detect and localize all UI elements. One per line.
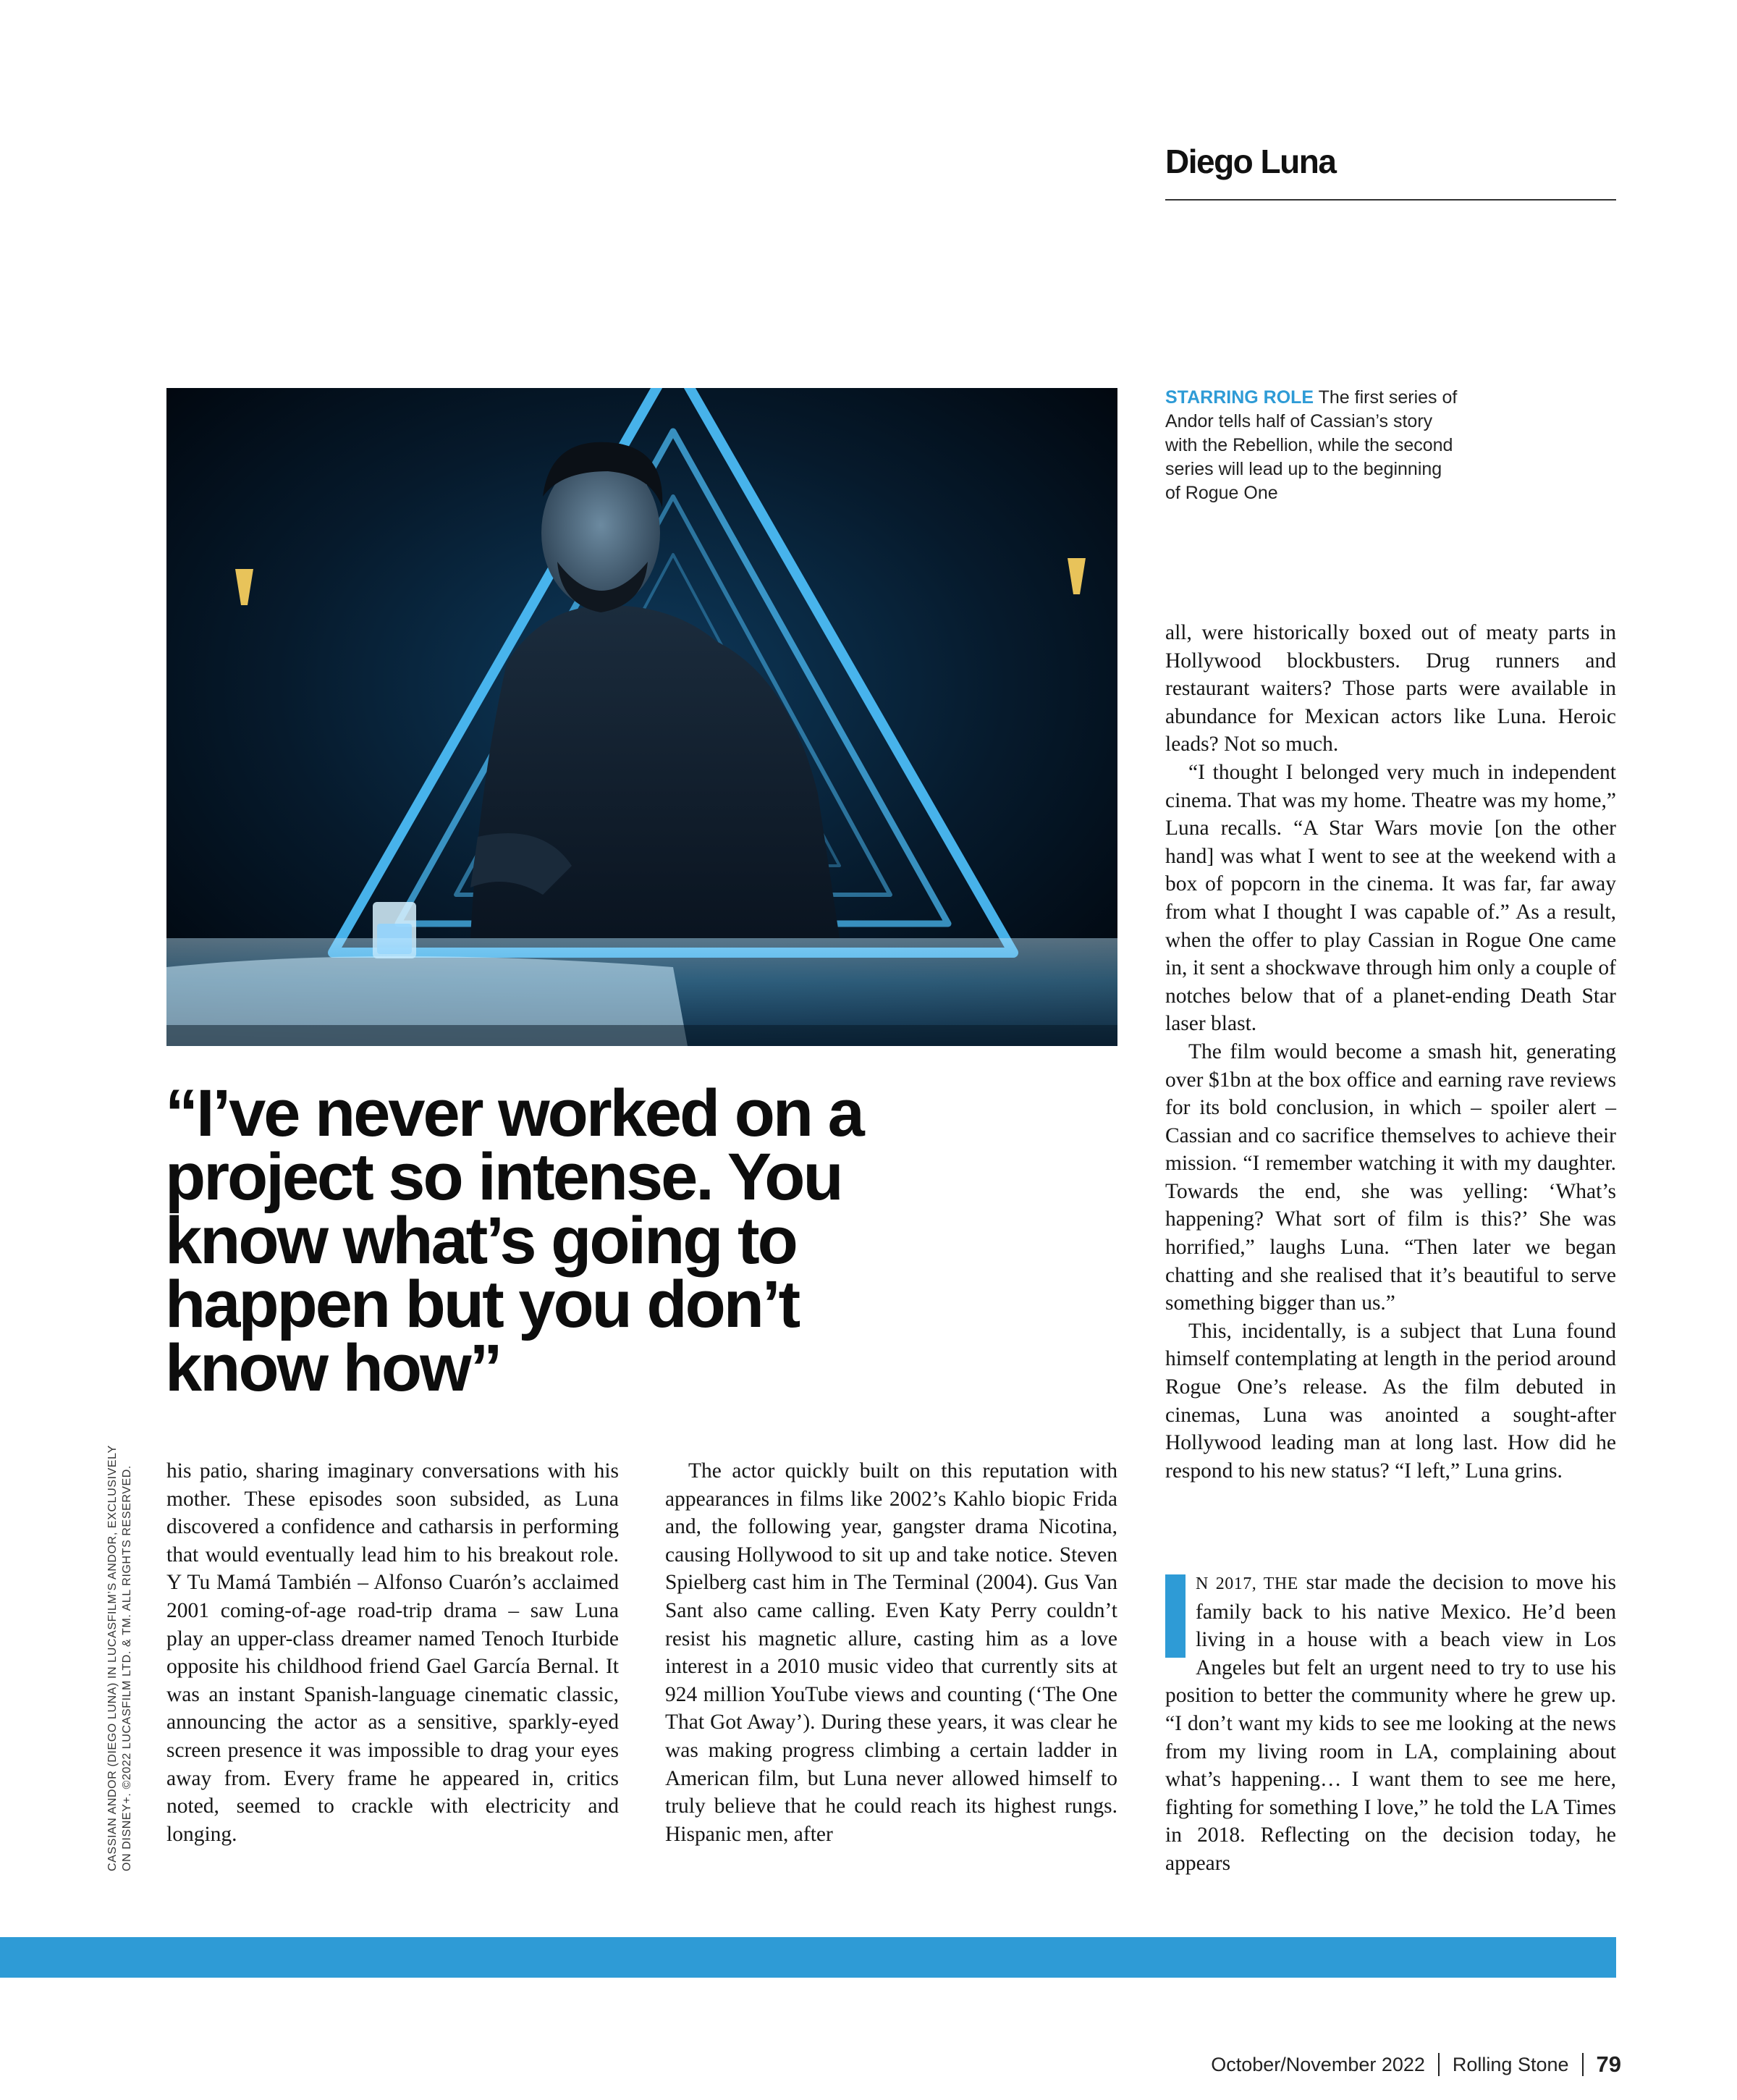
drop-cap <box>1165 1574 1186 1658</box>
section-text: star made the decision to move his family back to his native Mexico. He’d been living in a house with a beach view in Los Angeles but felt an urgent need to try to use his position to better the community where he grew up. “I don’t want my kids to see me looking at the news from my living room in LA, complaining about what’s happening… I want them to see me here, fighting for something I love,” he told the LA Times in 2018. Reflecting on the decision today, he appears <box>1165 1571 1616 1875</box>
article-column-1 <box>166 1457 619 1848</box>
photo-credit <box>106 1437 138 1871</box>
pull-quote-line: know how” <box>165 1331 501 1405</box>
page-number: 79 <box>1596 2051 1621 2077</box>
article-section-2 <box>1165 1569 1616 1878</box>
caption-line: Andor tells half of Cassian’s story <box>1165 411 1433 431</box>
article-paragraph <box>1165 1569 1616 1878</box>
pull-quote-line: project so intense. You <box>165 1140 842 1214</box>
footer-divider <box>1438 2053 1440 2076</box>
article-column-2 <box>665 1457 1117 1848</box>
pull-quote <box>165 1076 1077 1405</box>
photo-credit-line: ON DISNEY+. ©2022 LUCASFILM LTD. & TM. ALL RIGHTS RESERVED. <box>121 1465 133 1871</box>
photo-credit-line: CASSIAN ANDOR (DIEGO LUNA) IN LUCASFILM’S ANDOR, EXCLUSIVELY <box>106 1445 119 1871</box>
page-footer <box>1158 2050 1621 2079</box>
article-paragraph: The film would become a smash hit, generating over $1bn at the box office and earning rave reviews for its bold conclusion, in which – spoiler alert – Cassian and co sacrifice themselves to achieve their mission. “I remember watching it with my daughter. Towards the end, she was yelling: ‘What’s happening? What sort of film is this?’ She was horrified,” laughs Luna. “Then later we began chatting and she realised that it’s beautiful to serve something bigger than us.” <box>1165 1040 1616 1315</box>
accent-band <box>0 1937 1616 1978</box>
article-paragraph: “I thought I belonged very much in independent cinema. That was my home. Theatre was my home,” Luna recalls. “A Star Wars movie [on the other hand] was what I went to see at the weekend with a box of popcorn in the cinema. It was far, far away from what I thought I was capable of.” As a result, when the offer to play Cassian in Rogue One came in, it sent a shockwave through him only a couple of notches below that of a planet-ending Death Star laser blast. <box>1165 760 1616 1036</box>
article-paragraph: The actor quickly built on this reputation with appearances in films like 2002’s Kahlo biopic Frida and, the following year, gangster drama Nicotina, causing Hollywood to sit up and take notice. Steven Spielberg cast him in The Terminal (2004). Gus Van Sant also came calling. Even Katy Perry couldn’t resist his magnetic allure, casting him as a love interest in a 2010 music video that currently sits at 924 million YouTube views and counting (‘The One That Got Away’). During these years, it was clear he was making progress climbing a certain ladder in American film, but Luna never allowed himself to truly believe that he could reach its highest rungs. Hispanic men, after <box>665 1459 1117 1846</box>
footer-divider <box>1582 2053 1584 2076</box>
pull-quote-line: know what’s going to <box>165 1204 796 1278</box>
pull-quote-line: “I’ve never worked on a <box>165 1076 863 1150</box>
caption-line: of Rogue One <box>1165 483 1278 503</box>
section-header: Diego Luna <box>1165 143 1336 180</box>
caption-line: The first series of <box>1318 387 1458 408</box>
section-lead-in: N 2017, THE <box>1196 1574 1298 1593</box>
article-paragraph: all, were historically boxed out of meaty parts in Hollywood blockbusters. Drug runners and restaurant waiters? Those parts were available in abundance for Mexican actors like Luna. Heroic leads? Not so much. <box>1165 621 1616 756</box>
publication-name: Rolling Stone <box>1452 2053 1569 2075</box>
article-paragraph: This, incidentally, is a subject that Luna found himself contemplating at length in the period around Rogue One’s release. As the film debuted in cinemas, Luna was anointed a sought-after Hollywood leading man at long last. How did he respond to his new status? “I left,” Luna grins. <box>1165 1319 1616 1483</box>
caption-line: series will lead up to the beginning <box>1165 459 1442 479</box>
caption-line: with the Rebellion, while the second <box>1165 435 1453 455</box>
article-column-3 <box>1165 619 1616 1485</box>
caption-kicker: STARRING ROLE <box>1165 387 1314 408</box>
header-divider <box>1165 199 1616 201</box>
article-paragraph: his patio, sharing imaginary conversations with his mother. These episodes soon subsided, as Luna discovered a confidence and catharsis in performing that would eventually lead him to his breakout role. Y Tu Mamá También – Alfonso Cuarón’s acclaimed 2001 coming-of-age road-trip drama – saw Luna play an upper-class dreamer named Tenoch Iturbide opposite his childhood friend Gael García Bernal. It was an instant Spanish-language cinematic classic, announcing the actor as a sensitive, sparkly-eyed screen presence it was impossible to drag your eyes away from. Every frame he appeared in, critics noted, seemed to crackle with electricity and longing. <box>166 1459 619 1846</box>
photo-caption <box>1165 386 1513 505</box>
article-photo <box>166 388 1117 1046</box>
issue-date: October/November 2022 <box>1211 2053 1425 2075</box>
pull-quote-line: happen but you don’t <box>165 1268 799 1341</box>
